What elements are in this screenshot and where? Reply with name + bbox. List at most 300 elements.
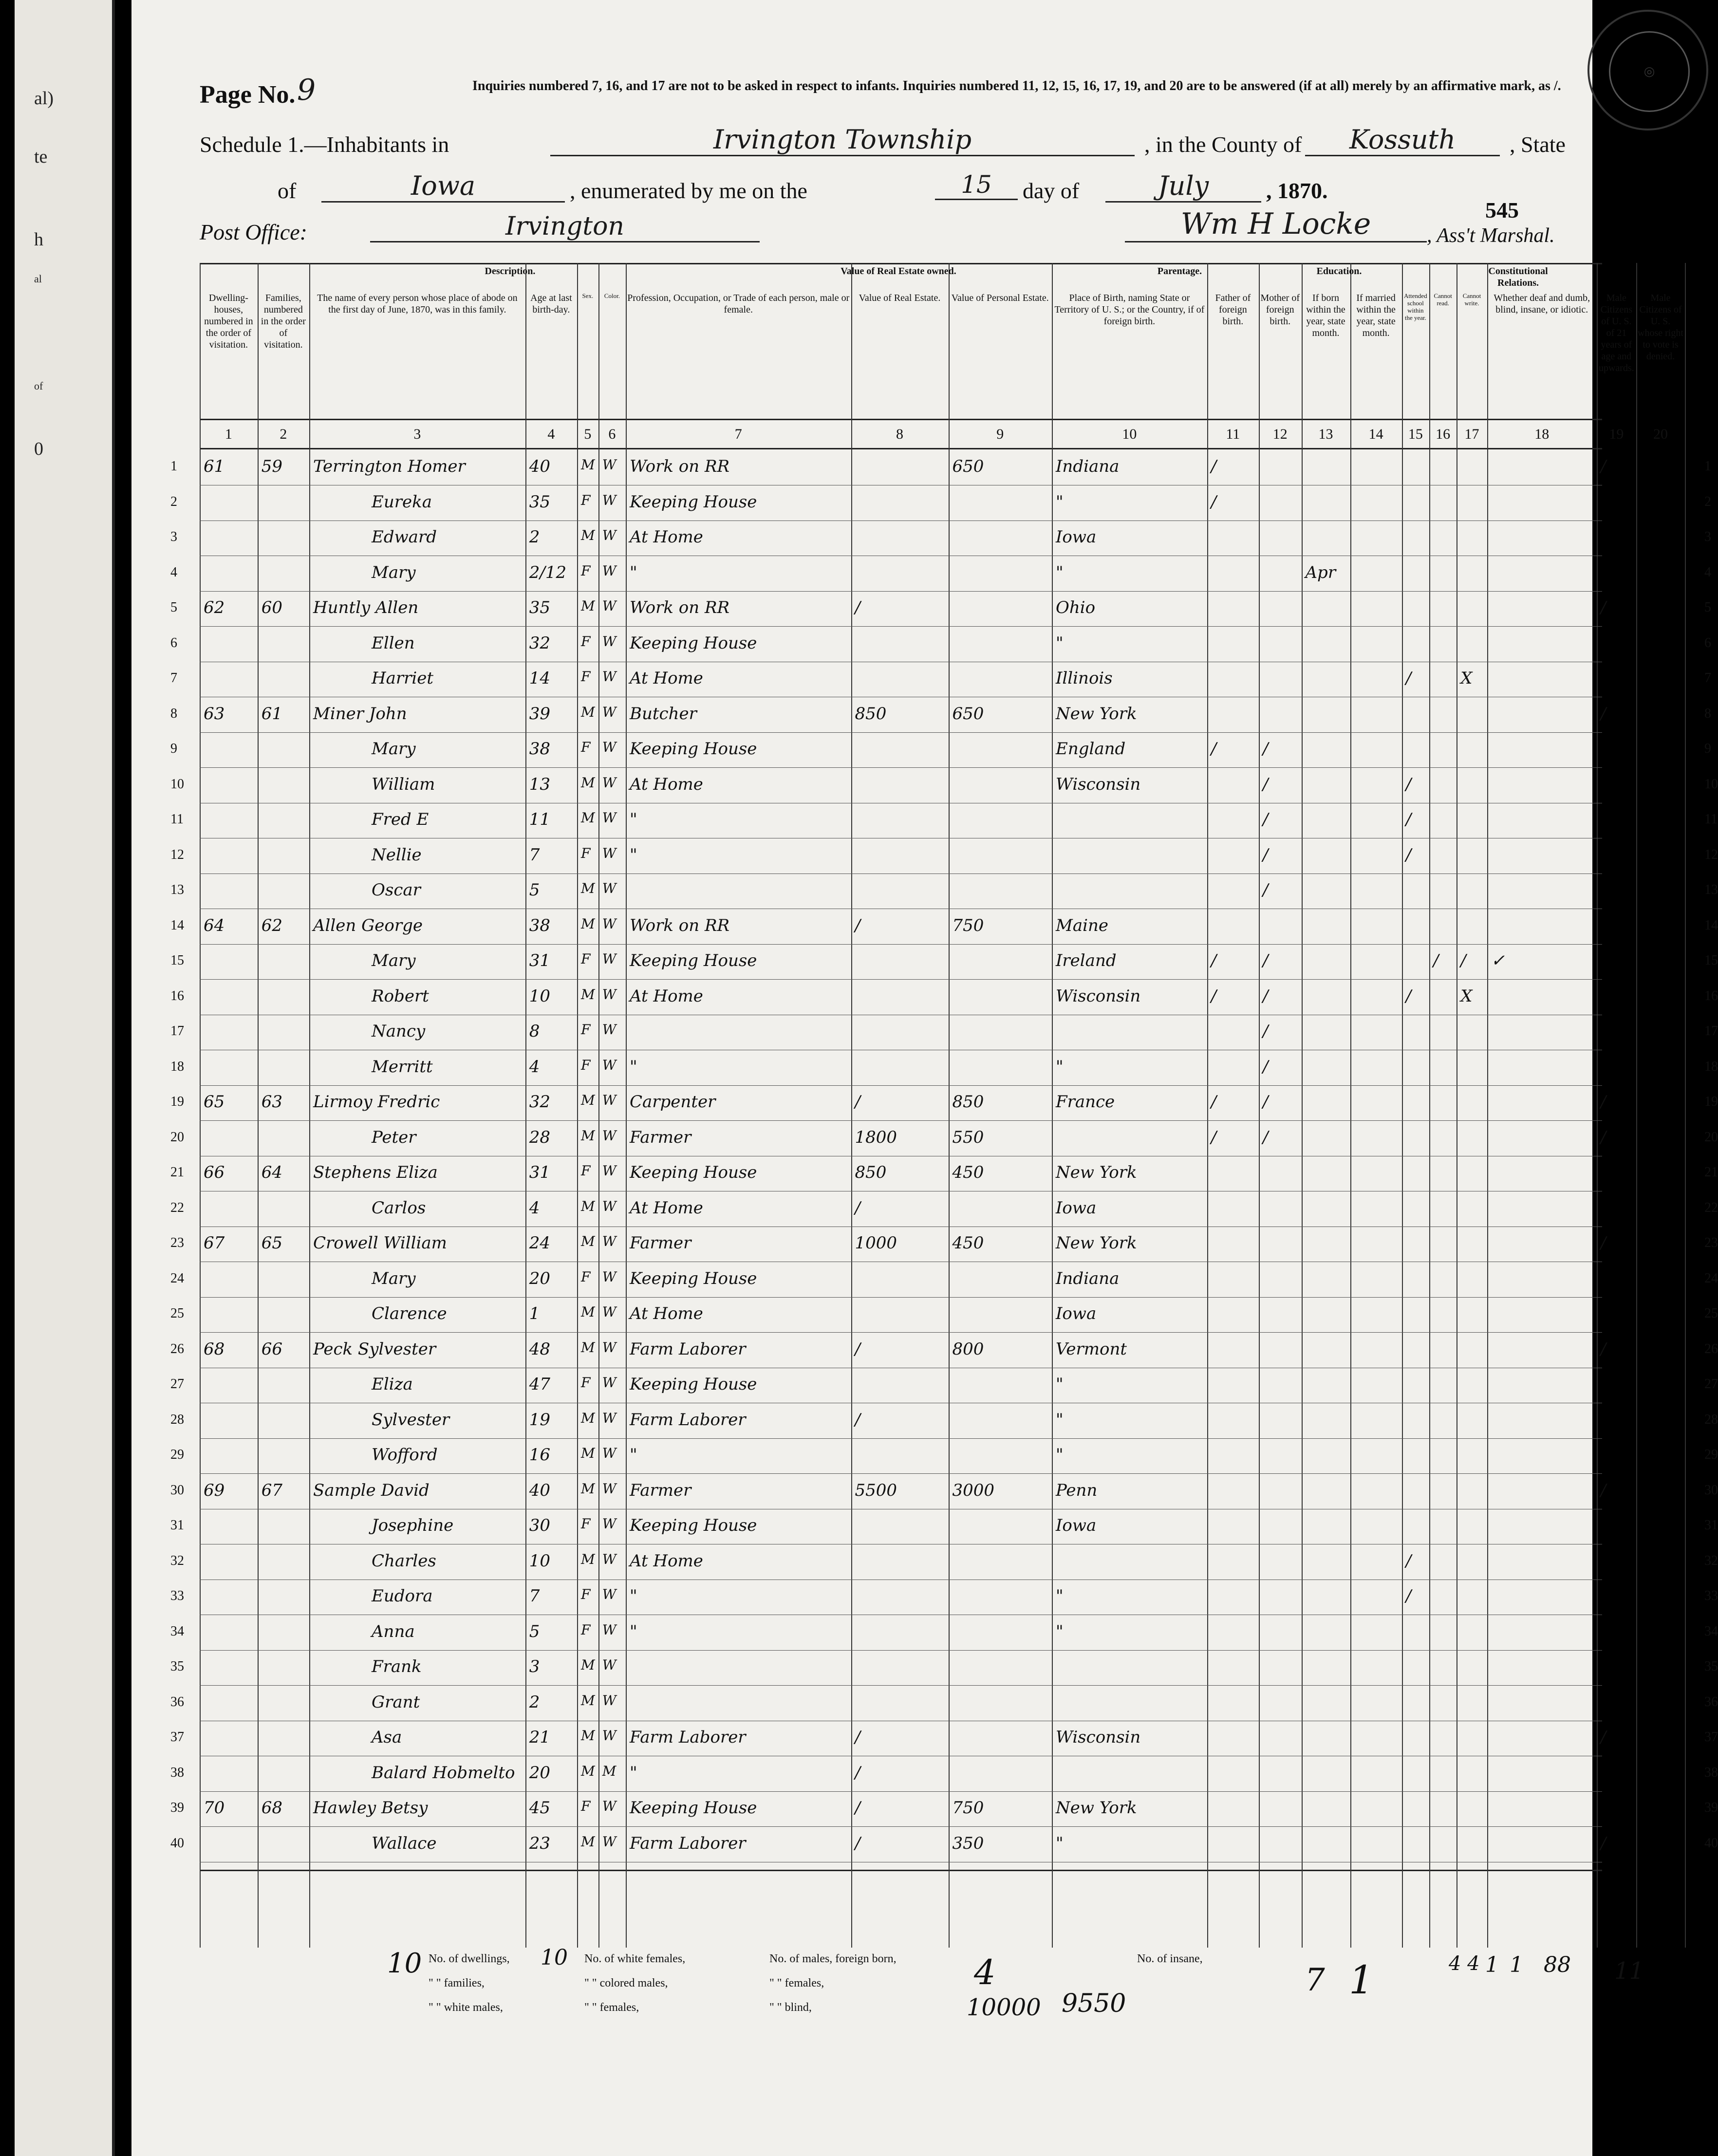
cell-occ: Farm Laborer xyxy=(630,1728,746,1747)
post-office-label: Post Office: xyxy=(200,220,307,244)
cell-name: Josephine xyxy=(372,1516,454,1535)
cell-color: W xyxy=(602,1692,616,1709)
row-rule xyxy=(200,1332,1602,1333)
census-row xyxy=(170,1830,1718,1858)
cell-pers: 750 xyxy=(952,1798,984,1818)
census-row xyxy=(170,912,1718,940)
row-rule xyxy=(200,626,1602,627)
day: 15 xyxy=(935,170,1018,200)
cell-name: Frank xyxy=(372,1657,422,1676)
row-number-right: 6 xyxy=(1704,635,1711,651)
cell-birth: " xyxy=(1056,1410,1064,1430)
white-males-label: " " white males, xyxy=(429,2001,503,2014)
row-number-right: 32 xyxy=(1704,1553,1718,1568)
cell-color: W xyxy=(602,1198,616,1214)
strip-fragment: te xyxy=(34,147,48,167)
cell-color: W xyxy=(602,951,616,967)
table-bottom-rule xyxy=(200,1870,1602,1871)
census-row xyxy=(170,1088,1718,1116)
row-number-left: 22 xyxy=(170,1200,184,1215)
row-number-right: 28 xyxy=(1704,1412,1718,1427)
cell-pers: 850 xyxy=(952,1092,984,1112)
cell-occ: Keeping House xyxy=(630,633,757,653)
cell-birth: " xyxy=(1056,1375,1064,1394)
cell-occ: Keeping House xyxy=(630,1798,757,1818)
father-foreign-tally: 7 xyxy=(1305,1962,1325,1998)
cell-color: W xyxy=(602,880,616,896)
cell-color: W xyxy=(602,669,616,685)
group-head-description: Description. xyxy=(485,266,536,277)
cell-c12: / xyxy=(1263,1057,1269,1077)
cell-sex: F xyxy=(581,1798,591,1814)
row-number-right: 33 xyxy=(1704,1588,1718,1603)
cell-pers: 750 xyxy=(952,915,984,935)
cell-occ: Keeping House xyxy=(630,1268,757,1288)
cell-occ: Work on RR xyxy=(630,457,730,476)
cell-occ: Farm Laborer xyxy=(630,1410,746,1430)
cell-sex: M xyxy=(581,915,595,932)
cell-birth: Indiana xyxy=(1056,1268,1120,1288)
group-head-parentage: Parentage. xyxy=(1157,266,1202,277)
cell-name: Robert xyxy=(372,986,429,1006)
cell-name: Nancy xyxy=(372,1022,426,1041)
cell-color: W xyxy=(602,1304,616,1320)
cell-sex: M xyxy=(581,1339,595,1356)
cell-real: / xyxy=(855,1798,860,1818)
census-row xyxy=(170,1689,1718,1716)
cell-name: Edward xyxy=(372,527,437,547)
census-row xyxy=(170,876,1718,904)
table-top-rule xyxy=(200,263,1602,264)
row-number-right: 31 xyxy=(1704,1518,1718,1533)
archive-stamp xyxy=(1587,10,1708,130)
cell-age: 21 xyxy=(529,1728,551,1747)
cell-color: W xyxy=(602,1833,616,1850)
cell-pers: 650 xyxy=(952,457,984,476)
row-rule xyxy=(200,520,1602,521)
blind-label: " " blind, xyxy=(769,2001,812,2014)
cell-age: 2/12 xyxy=(529,562,567,582)
cell-dw: 61 xyxy=(204,457,225,476)
state-label: , State xyxy=(1510,132,1566,157)
row-rule xyxy=(200,1120,1602,1121)
row-number-left: 8 xyxy=(170,706,177,721)
strip-fragment: h xyxy=(34,229,43,250)
cell-age: 5 xyxy=(529,880,540,900)
row-rule xyxy=(200,1297,1602,1298)
row-number-right: 15 xyxy=(1704,953,1718,968)
cell-c19: / xyxy=(1600,1728,1606,1747)
cell-occ: Keeping House xyxy=(630,739,757,759)
cell-age: 47 xyxy=(529,1375,551,1394)
cell-birth: " xyxy=(1056,562,1064,582)
cell-color: W xyxy=(602,1480,616,1497)
cell-name: Sylvester xyxy=(372,1410,450,1430)
cell-c19: / xyxy=(1600,1233,1606,1253)
cell-c19: / xyxy=(1600,1092,1606,1112)
cell-fam: 67 xyxy=(261,1480,283,1500)
row-number-right: 35 xyxy=(1704,1659,1718,1674)
cell-name: Eliza xyxy=(372,1375,413,1394)
column-number: 14 xyxy=(1368,426,1383,442)
cell-birth: Maine xyxy=(1056,915,1108,935)
cell-c11: / xyxy=(1211,1092,1217,1112)
row-rule xyxy=(200,1085,1602,1086)
row-number-right: 20 xyxy=(1704,1129,1718,1145)
cell-age: 32 xyxy=(529,1092,551,1112)
cell-c15: / xyxy=(1405,986,1412,1006)
header-rule xyxy=(200,419,1602,420)
cell-birth: " xyxy=(1056,1586,1064,1606)
cell-sex: M xyxy=(581,1445,595,1461)
cell-age: 10 xyxy=(529,986,551,1006)
cell-c15: / xyxy=(1405,810,1412,829)
cell-name: Allen George xyxy=(313,915,423,935)
row-number-right: 30 xyxy=(1704,1482,1718,1498)
cell-color: W xyxy=(602,774,616,791)
cell-c19: / xyxy=(1600,1339,1606,1359)
cell-birth: England xyxy=(1056,739,1126,759)
cell-name: Merritt xyxy=(372,1057,433,1077)
cell-occ: At Home xyxy=(630,527,703,547)
cell-sex: F xyxy=(581,1586,591,1602)
cell-sex: M xyxy=(581,880,595,896)
cell-c15: / xyxy=(1405,774,1412,794)
cell-age: 1 xyxy=(529,1304,540,1323)
census-row xyxy=(170,983,1718,1010)
cell-name: Fred E xyxy=(372,810,429,829)
cell-color: W xyxy=(602,1728,616,1744)
cell-occ: Work on RR xyxy=(630,915,730,935)
cell-age: 4 xyxy=(529,1198,540,1218)
column-rule xyxy=(1636,263,1637,1948)
row-number-right: 8 xyxy=(1704,706,1711,721)
page-number: 9 xyxy=(297,73,316,107)
column-header: Cannot read. xyxy=(1434,292,1452,307)
cell-color: W xyxy=(602,492,616,508)
census-row xyxy=(170,559,1711,587)
column-header: Male Citizens of U. S. whose right to vote is denied. xyxy=(1638,293,1683,362)
cell-occ: Farmer xyxy=(630,1127,691,1147)
cell-color: W xyxy=(602,1551,616,1567)
cell-occ: Farmer xyxy=(630,1233,691,1253)
row-number-left: 23 xyxy=(170,1235,184,1250)
strip-fragment: of xyxy=(34,380,43,392)
row-number-right: 22 xyxy=(1704,1200,1718,1215)
cell-name: Hawley Betsy xyxy=(313,1798,428,1818)
cell-age: 7 xyxy=(529,845,540,865)
row-number-right: 9 xyxy=(1704,741,1711,756)
adjacent-page-strip xyxy=(15,0,115,2156)
cell-fam: 60 xyxy=(261,598,283,617)
mother-foreign-tally: 1 xyxy=(1349,1957,1374,2003)
cell-color: W xyxy=(602,633,616,650)
census-row xyxy=(170,1265,1718,1293)
census-row xyxy=(170,1300,1718,1328)
cell-c15: / xyxy=(1405,669,1412,688)
column-header: Father of foreign birth. xyxy=(1215,293,1251,327)
row-number-right: 26 xyxy=(1704,1341,1718,1357)
cell-sex: F xyxy=(581,1022,591,1038)
cell-name: Mary xyxy=(372,562,416,582)
cell-sex: M xyxy=(581,1092,595,1108)
row-number-right: 1 xyxy=(1704,459,1711,474)
row-number-left: 7 xyxy=(170,670,177,686)
cell-c11: / xyxy=(1211,492,1217,512)
cell-color: W xyxy=(602,1621,616,1638)
cell-color: W xyxy=(602,1375,616,1391)
schedule-label: Schedule 1.—Inhabitants in xyxy=(200,132,449,157)
row-number-right: 5 xyxy=(1704,600,1711,615)
month: July xyxy=(1105,170,1261,203)
cell-dw: 70 xyxy=(204,1798,225,1818)
cell-sex: F xyxy=(581,739,591,755)
cell-c12: / xyxy=(1263,810,1269,829)
cell-birth: Illinois xyxy=(1056,669,1113,688)
cell-real: 850 xyxy=(855,704,887,724)
dwellings-tally: 10 xyxy=(387,1948,422,1979)
cell-occ: " xyxy=(630,1057,637,1077)
cell-age: 16 xyxy=(529,1445,551,1465)
cell-color: W xyxy=(602,1057,616,1073)
cell-name: Stephens Eliza xyxy=(313,1163,438,1182)
census-row xyxy=(170,665,1711,692)
census-row xyxy=(170,1159,1718,1187)
cell-color: W xyxy=(602,1586,616,1602)
cell-color: W xyxy=(602,527,616,543)
cell-color: W xyxy=(602,986,616,1003)
cell-c12: / xyxy=(1263,845,1269,865)
row-number-left: 27 xyxy=(170,1376,184,1392)
cell-age: 31 xyxy=(529,1163,551,1182)
row-number-left: 2 xyxy=(170,494,177,509)
cell-name: Wallace xyxy=(372,1833,437,1853)
cell-color: W xyxy=(602,1445,616,1461)
white-females-tally: 10 xyxy=(541,1945,568,1970)
row-number-left: 3 xyxy=(170,529,177,544)
cell-c17: X xyxy=(1460,986,1473,1006)
row-number-left: 32 xyxy=(170,1553,184,1568)
cell-occ: Farm Laborer xyxy=(630,1833,746,1853)
cell-color: W xyxy=(602,845,616,861)
cell-real: / xyxy=(855,1763,860,1783)
cell-age: 40 xyxy=(529,1480,551,1500)
census-table xyxy=(170,263,1718,1948)
marshal-signature: Wm H Locke xyxy=(1125,207,1427,242)
cell-age: 28 xyxy=(529,1127,551,1147)
cell-dw: 64 xyxy=(204,915,225,935)
township: Irvington Township xyxy=(550,124,1135,156)
cell-color: W xyxy=(602,739,616,755)
row-rule xyxy=(200,732,1602,733)
cell-dw: 68 xyxy=(204,1339,225,1359)
row-number-left: 34 xyxy=(170,1623,184,1639)
row-number-left: 35 xyxy=(170,1659,184,1674)
cell-c11: / xyxy=(1211,457,1217,476)
cell-age: 13 xyxy=(529,774,551,794)
cell-real: / xyxy=(855,1339,860,1359)
cell-c15: / xyxy=(1405,1551,1412,1571)
cell-fam: 62 xyxy=(261,915,283,935)
cell-pers: 650 xyxy=(952,704,984,724)
row-number-right: 37 xyxy=(1704,1729,1718,1745)
column-header: Value of Personal Estate. xyxy=(951,293,1049,303)
cell-sex: M xyxy=(581,810,595,826)
row-number-right: 39 xyxy=(1704,1800,1718,1815)
cell-occ: At Home xyxy=(630,1304,703,1323)
cell-birth: New York xyxy=(1056,1798,1137,1818)
cell-name: Terrington Homer xyxy=(313,457,466,476)
cell-dw: 62 xyxy=(204,598,225,617)
cell-fam: 63 xyxy=(261,1092,283,1112)
cell-real: / xyxy=(855,915,860,935)
cell-c15: / xyxy=(1405,845,1412,865)
column-number-rule xyxy=(200,448,1602,449)
row-rule xyxy=(200,591,1602,592)
cell-color: M xyxy=(602,1763,616,1779)
row-number-left: 40 xyxy=(170,1835,184,1851)
cell-age: 20 xyxy=(529,1763,551,1783)
census-row xyxy=(170,1512,1718,1540)
cell-name: Wofford xyxy=(372,1445,438,1465)
state: Iowa xyxy=(321,170,565,203)
column-header: Color. xyxy=(604,292,620,299)
cell-c19: / xyxy=(1600,457,1606,476)
cell-name: Peter xyxy=(372,1127,416,1147)
cell-age: 31 xyxy=(529,951,551,970)
strip-fragment: al xyxy=(34,273,42,285)
cell-name: Miner John xyxy=(313,704,407,724)
cell-sex: M xyxy=(581,1763,595,1779)
column-number: 18 xyxy=(1534,426,1550,442)
county: Kossuth xyxy=(1305,124,1500,156)
cell-real: / xyxy=(855,1410,860,1430)
cell-occ: At Home xyxy=(630,1198,703,1218)
cell-color: W xyxy=(602,598,616,614)
cell-name: Peck Sylvester xyxy=(313,1339,436,1359)
insane-label: No. of insane, xyxy=(1137,1952,1203,1965)
column-number: 5 xyxy=(584,426,592,442)
row-number-right: 24 xyxy=(1704,1270,1718,1286)
row-number-right: 16 xyxy=(1704,988,1718,1004)
column-number: 9 xyxy=(996,426,1004,442)
cell-birth: Wisconsin xyxy=(1056,986,1141,1006)
cell-name: Anna xyxy=(372,1621,415,1641)
cell-sex: M xyxy=(581,1833,595,1850)
row-number-left: 39 xyxy=(170,1800,184,1815)
row-number-right: 19 xyxy=(1704,1094,1718,1109)
cell-occ: Farm Laborer xyxy=(630,1339,746,1359)
row-rule xyxy=(200,1438,1602,1439)
row-number-left: 6 xyxy=(170,635,177,651)
row-rule xyxy=(200,1791,1602,1792)
column-number: 13 xyxy=(1318,426,1333,442)
row-number-right: 38 xyxy=(1704,1765,1718,1780)
colored-males-label: " " colored males, xyxy=(584,1977,668,1989)
column-header: Value of Real Estate. xyxy=(859,293,941,303)
cell-occ: " xyxy=(630,1445,637,1465)
cell-sex: M xyxy=(581,1233,595,1249)
males-foreign-label: No. of males, foreign born, xyxy=(769,1952,896,1965)
cell-name: Sample David xyxy=(313,1480,430,1500)
cell-real: / xyxy=(855,1092,860,1112)
row-number-left: 12 xyxy=(170,847,184,862)
cell-age: 48 xyxy=(529,1339,551,1359)
cell-birth: Ireland xyxy=(1056,951,1117,970)
column-header: Dwelling-houses, numbered in the order of visitation. xyxy=(204,293,253,350)
column-header: Place of Birth, naming State or Territory of U. S.; or the Country, if of foreign birth. xyxy=(1054,293,1205,327)
cell-name: Charles xyxy=(372,1551,436,1571)
row-number-left: 18 xyxy=(170,1059,184,1074)
cell-occ: Farmer xyxy=(630,1480,691,1500)
cell-occ: Work on RR xyxy=(630,598,730,617)
cell-fam: 68 xyxy=(261,1798,283,1818)
census-row xyxy=(170,1336,1718,1363)
cell-occ: At Home xyxy=(630,774,703,794)
cell-real: 1000 xyxy=(855,1233,897,1253)
cell-color: W xyxy=(602,704,616,720)
row-number-left: 28 xyxy=(170,1412,184,1427)
cell-occ: " xyxy=(630,1621,637,1641)
census-row xyxy=(170,1371,1718,1398)
citizens-tally: 11 xyxy=(1614,1957,1644,1985)
cell-pers: 450 xyxy=(952,1163,984,1182)
census-row xyxy=(170,453,1711,481)
total-real-count: 4 xyxy=(974,1952,996,1992)
cell-occ: Keeping House xyxy=(630,1163,757,1182)
cell-sex: F xyxy=(581,562,591,579)
row-number-right: 23 xyxy=(1704,1235,1718,1250)
column-number: 17 xyxy=(1464,426,1479,442)
school-tally: 4 4 xyxy=(1449,1952,1480,1975)
column-header: If married within the year, state month. xyxy=(1356,293,1396,338)
row-number-left: 30 xyxy=(170,1482,184,1498)
column-header: Sex. xyxy=(582,292,594,299)
row-number-left: 20 xyxy=(170,1129,184,1145)
row-number-left: 29 xyxy=(170,1447,184,1462)
row-number-right: 12 xyxy=(1704,847,1718,862)
census-sheet xyxy=(131,0,1718,2156)
cell-fam: 64 xyxy=(261,1163,283,1182)
row-number-right: 18 xyxy=(1704,1059,1718,1074)
census-row xyxy=(170,1724,1718,1751)
row-number-left: 26 xyxy=(170,1341,184,1357)
census-row xyxy=(170,1406,1718,1434)
deaf-tally: 88 xyxy=(1544,1952,1571,1977)
cell-age: 10 xyxy=(529,1551,551,1571)
cell-name: Huntly Allen xyxy=(313,598,419,617)
column-number: 16 xyxy=(1436,426,1451,442)
cell-c12: / xyxy=(1263,880,1269,900)
census-row xyxy=(170,630,1711,657)
column-header: Male Citizens of U. S. of 21 years of age and upwards. xyxy=(1598,293,1634,373)
cell-birth: Iowa xyxy=(1056,527,1097,547)
cell-age: 2 xyxy=(529,527,540,547)
census-row xyxy=(170,594,1711,622)
row-number-left: 19 xyxy=(170,1094,184,1109)
cell-color: W xyxy=(602,1516,616,1532)
cell-c12: / xyxy=(1263,1127,1269,1147)
cell-age: 35 xyxy=(529,492,551,512)
row-number-right: 34 xyxy=(1704,1623,1718,1639)
cell-sex: M xyxy=(581,986,595,1003)
cell-occ: Butcher xyxy=(630,704,697,724)
row-number-left: 10 xyxy=(170,776,184,792)
row-number-left: 25 xyxy=(170,1306,184,1321)
county-label: , in the County of xyxy=(1144,132,1302,157)
cell-c19: / xyxy=(1600,1833,1606,1853)
census-row xyxy=(170,735,1711,763)
